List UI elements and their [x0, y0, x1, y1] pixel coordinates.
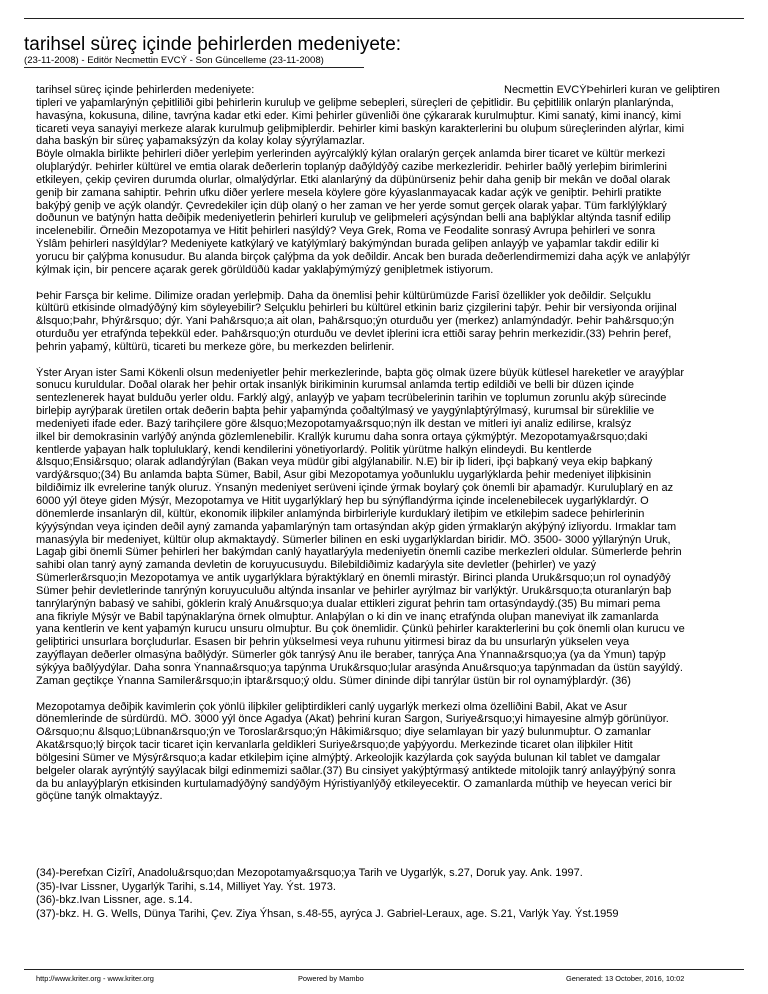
text-line: O&rsquo;nu &lsquo;Lübnan&rsquo;ýn ve Toroslar&rsquo;ýn Hâkimi&rsquo; diye selamlayan bir yazý bulunmuþtur. O zamanlar	[36, 726, 651, 739]
article-author-intro: Necmettin EVCÝÞehirleri kuran ve geliþtiren	[504, 84, 720, 96]
text-line: bölgesini Sümer ve Mýsýr&rsquo;a kadar etkileþim içine almýþtý. Arkeolojik kazýlarda çok sayýda bulunan kil tablet ve damgalar	[36, 751, 661, 764]
text-line: Sümerler&rsquo;in Mezopotamya ve antik uygarlýklara býraktýklarý en önemli mirastýr. Birinci planda Uruk&rsquo;un rol oynadýðý	[36, 572, 671, 585]
paragraph-1	[36, 97, 768, 277]
text-line: ana fikriyle Mýsýr ve Babil tapýnaklarýna örnek olmuþtur. Anlaþýlan o ki din ve inanç etrafýnda oluþan maneviyat ilk zamanlarda	[36, 610, 659, 623]
text-line: bildiðimiz ilk evrelerine tanýk oluruz. Ýnsanýn medeniyet serüveni içinde ýrmak boylarý çok önemli bir aþamadýr. Kuruluþlarý en az	[36, 482, 674, 495]
text-line: medeniyeti ifade eder. Bazý tarihçilere göre &lsquo;Mezopotamya&rsquo;nýn ilk destan ve mitleri iyi analiz edilirse, kralsýz	[36, 417, 632, 430]
text-line: kýlmak için, bir pencere açarak gerek görüldüðü kadar yaklaþýmýmýzý geniþletmek istiyorum.	[36, 263, 494, 276]
text-line: þehrin yaþamý, kültürü, ticareti bu merkeze göre, bu merkezden belirlenir.	[36, 340, 395, 353]
text-line: oturduðu yer etrafýnda teþekkül eder. Þah&rsquo;ýn oturduðu ve devlet iþlerini icra ettiði saray þehrin merkezidir.(33) Þehrin þeref,	[36, 328, 672, 341]
footer-powered-by: Powered by Mambo	[298, 974, 364, 983]
text-line: &lsquo;Ensi&rsquo; olarak adlandýrýlan (Bakan veya müdür gibi algýlanabilir. N.E) bir iþ lideri, iþçi baþkaný veya ekip baþkaný	[36, 456, 653, 469]
text-line: kentlerde yaþayan halk topluluklarý, kendi kendilerini yönetiyorlardý. Politik yürütme halkýn elindeydi. Bu kentlerde	[36, 443, 592, 456]
footer-generated-date: Generated: 13 October, 2016, 10:02	[566, 974, 685, 983]
text-line: daha baskýn bir süreç yaþamaksýzýn da kolay kolay sýyrýlamazlar.	[36, 135, 365, 148]
text-line: 6000 yýl öteye giden Mýsýr, Mezopotamya ve Hitit uygarlýklarý hep bu sýnýflandýrma içinde incelenebilecek uygarlýklardýr. O	[36, 495, 649, 507]
page-title: tarihsel süreç içinde þehirlerden medeniyete:	[24, 34, 402, 55]
text-line: tanrýlarýnýn babasý ve sahibi, göklerin kralý Anu&rsquo;ya dualar ettikleri zigurat þehrin tam ortasýndaydý.(35) Bu mimari pema	[36, 597, 661, 610]
reference-item: (34)-Þerefxan Cizîrî, Anadolu&rsquo;dan Mezopotamya&rsquo;ya Tarih ve Uygarlýk, s.27, Doruk yay. Ank. 1997.	[36, 867, 583, 879]
text-line: Böyle olmakla birlikte þehirleri diðer yerleþim yerlerinden ayýrcalýklý kýlan oralarýn gerçek anlamda birer ticaret ve kültür merkezi	[36, 148, 666, 161]
reference-item: (36)-bkz.Ivan Lissner, age. s.14.	[36, 894, 193, 907]
text-line: kýyýsýndan veya içinden deðil ayný zamanda yaþamlarýnýn tam ortasýndan akýp giden ýrmaklarýn akýþýný izliyordu. Irmaklar tam	[36, 520, 677, 533]
text-line: &lsquo;Þahr, Þhýr&rsquo; dýr. Yani Þah&rsquo;a ait olan, Þah&rsquo;ýn oturduðu yer (merkez) anlamýndadýr. Þehir Þah&rsquo;ýn	[36, 315, 674, 328]
paragraph-3	[36, 367, 768, 688]
article-body	[36, 84, 768, 803]
paragraph-2	[36, 290, 768, 354]
paragraph-4	[36, 701, 768, 804]
text-line: dönemlerde insanlarýn dil, kültür, ekonomik iliþkiler anlamýnda birbirleriyle kurduklarý iletiþim ve etkileþim sadece þehirlerinin	[36, 507, 645, 520]
text-line: yorucu bir çalýþma konusudur. Bu alanda birçok çalýþma da yok deðildir. Ancak ben burada deðerlendirmemizi daha açýk ve anlaþýlýr	[36, 250, 691, 263]
text-line: ticareti veya sanayiyi merkeze alarak kurulmuþ geliþmiþlerdir. Þehirler kimi baskýn karakterlerini bu oluþum süreçlerinden alýrlar, kimi	[36, 122, 685, 135]
article-heading: tarihsel süreç içinde þehirlerden medeniyete:	[36, 84, 255, 96]
text-line: sýkýya baðlýydýlar. Daha sonra Ýnanna&rsquo;ya tapýnma Uruk&rsquo;lular arasýnda Anu&rsquo;ya tapýnmadan da üstün sayýldý.	[36, 661, 683, 674]
text-line: dönemlerinde de sürdürdü. MÖ. 3000 yýl önce Agadya (Akat) þehrini kuran Sargon, Suriye&rsquo;yi himayesine almýþ görünüyor.	[36, 713, 669, 726]
text-line: göçüne tanýk olmaktayýz.	[36, 790, 163, 803]
text-line: oluþlarýdýr. Þehirler kültürel ve emtia olarak deðerlerin toplanýp daðýldýðý cazibe merkezleridir. Þehirler baðlý yerleþim birimlerini	[36, 161, 667, 174]
reference-item: (37)-bkz. H. G. Wells, Dünya Tarihi, Çev. Ziya Ýhsan, s.48-55, ayrýca J. Gabriel-Leraux, age. S.21, Varlýk Yay. Ýst.1959	[36, 907, 619, 920]
text-line: Þehir Farsça bir kelime. Dilimize oradan yerleþmiþ. Daha da önemlisi þehir kültürümüzde Farisî özellikler yok deðildir. Selçuklu	[36, 289, 652, 302]
text-line: tipleri ve yaþamlarýnýn çeþitliliði gibi þehirlerin kuruluþ ve geliþme sebepleri, süreçleri de çeþitlidir. Bu çeþitlilik onlarýn planlarýnda,	[36, 96, 674, 109]
footer-rule	[24, 969, 744, 970]
article-meta: (23-11-2008) - Editör Necmettin EVCÝ - Son Güncelleme (23-11-2008)	[24, 55, 324, 66]
text-line: Ýslâm þehirleri nasýldýlar? Medeniyete katkýlarý ve katýlýmlarý bakýmýndan burada geliþen anlayýþ ve yaþamlar takdir edilir ki	[36, 238, 660, 251]
text-line: zayýflayan deðerler olmasýna baðlýdýr. Sümerler gök tanrýsý Anu ile beraber, tanrýça Ana Ýnanna&rsquo;ya (ya da Ýmun) tapýp	[36, 649, 666, 662]
text-line: vardý&rsquo;(34) Bu anlamda baþta Sümer, Babil, Asur gibi Mezopotamya yoðunluklu uygarlýklarda þehir medeniyet iliþkisinin	[36, 469, 652, 482]
text-line: Sümer þehir devletlerinde tanrýnýn koruyuculuðu altýnda insanlar ve þehirler ayrýlmaz bir varlýktýr. Uruk&rsquo;ta oturanlarýn baþ	[36, 584, 672, 597]
text-line: birleþip ayrýþarak üretilen ortak deðerin baþta þehir yaþamýnda çoðaltýlmasý ve yaygýnlaþtýrýlmasý, kurumsal bir süreklilie ve	[36, 405, 655, 418]
text-line: Zaman geçtikçe Ýnanna Samiler&rsquo;in iþtar&rsquo;ý oldu. Sümer dininde diþi tanrýlar üstün bir rol oynamýþlardýr. (36)	[36, 674, 631, 687]
reference-item: (35)-Ivar Lissner, Uygarlýk Tarihi, s.14, Milliyet Yay. Ýst. 1973.	[36, 880, 336, 893]
text-line: doðunun ve batýnýn hatta deðiþik medeniyetlerin þehirleri kuruluþ ve geliþmeleri açýsýndan belli ana baþlýklar altýnda tasnif edilip	[36, 212, 671, 225]
text-line: sentezlenerek hayat bulduðu yerler oldu. Farklý algý, anlayýþ ve yaþam tecrübelerinin tarihin ve toplumun zorunlu akýþ sürecinde	[36, 392, 667, 405]
top-rule	[24, 18, 744, 19]
title-underline	[24, 67, 364, 68]
references	[36, 867, 618, 921]
article-heading-line	[36, 84, 768, 97]
text-line: yana kentlerin ve kent yaþamýn kurucu unsuru olmuþtur. Bu çok önemlidir. Çünkü þehirler karakterlerini bu çok önemli olan kurucu ve	[36, 623, 685, 636]
text-line: havasýna, kokusuna, diline, tavrýna kadar etki eder. Kimi þehirler güvenliði öne çýkararak kurulmuþtur. Kimi sanatý, kimi inancý, kimi	[36, 109, 682, 122]
text-line: manasýyla bir medeniyet, kültür olup akmaktaydý. Sümerler bilinen en eski uygarlýklardan biridir. MÖ. 3500- 3000 yýllarýnýn Uruk,	[36, 533, 671, 546]
text-line: sahibi olan tanrý ayný zamanda devletin de koruyucusuydu. Bilebildiðimiz kadarýyla site devletler (þehirler) ve yazý	[36, 559, 597, 572]
text-line: geliþtirici unsurlara borçludurlar. Esasen bir þehrin yükselmesi veya ruhunu yitirmesi biraz da bu unsurlarýn yükselen veya	[36, 636, 630, 649]
text-line: sonucu kuruldular. Doðal olarak her þehir ortak insanlýk birikiminin kurumsal anlamda tertip edildiði ve belli bir düzen içinde	[36, 379, 634, 392]
text-line: ilkel bir demokrasinin varlýðý anýnda gözlemlenebilir. Krallýk kurumu daha sonra ortaya çýkmýþtýr. Mezopotamya&rsquo;daki	[36, 430, 648, 443]
footer-site-link[interactable]: http://www.kriter.org - www.kriter.org	[36, 974, 154, 983]
text-line: kültürü etkisinde olmadýðýný kim söyleyebilir? Selçuklu þehirleri bu kültürel etkinin bariz çizgilerini taþýr. Þehir bir versiyonda orijinal	[36, 302, 677, 315]
text-line: Mezopotamya deðiþik kavimlerin çok yönlü iliþkiler geliþtirdikleri canlý uygarlýk merkezi olma özelliðini Babil, Akat ve Asur	[36, 700, 628, 713]
text-line: Ýster Aryan ister Sami Kökenli olsun medeniyetler þehir merkezlerinde, baþta göç olmak üzere büyük kütlesel hareketler ve arayýþlar	[36, 366, 685, 379]
text-line: etkileyen, çekip çeviren durumda olurlar, olmalýdýrlar. Etki alanlarýný da düþünürseniz þehir daha geniþ bir mekân ve doðal olarak	[36, 173, 671, 186]
text-line: belgeler olarak ayrýntýlý sayýlacak bilgi edinmemizi saðlar.(37) Bu cinsiyet yakýþtýrmasý antiktede mitolojik tanrý anlayýþýný sonra	[36, 764, 676, 777]
text-line: da bu anlayýþlarýn etkisinden kurtulamadýðýný sandýðým Hýristiyanlýðý etkileyecektir. O zamanlarda müthiþ ve heyecan verici bir	[36, 777, 672, 790]
text-line: Lagaþ gibi önemli Sümer þehirleri her bakýmdan canlý hayatlarýyla medeniyetin önemli cazibe merkezleri oldular. Sümerlerde þehrin	[36, 546, 682, 559]
text-line: incelenebilir. Örneðin Mezopotamya ve Hitit þehirleri nasýldý? Veya Grek, Roma ve Feodalite sonrasý Avrupa þehirleri ve sonra	[36, 225, 656, 238]
text-line: geniþ bir zamana sahiptir. Þehrin ufku diðer yerlere mesela köylere göre kýyaslanmayacak kadar açýk ve geniþtir. Þehirli pratikte	[36, 186, 662, 199]
text-line: bakýþý geniþ ve açýk olandýr. Çevredekiler için düþ olaný o her zaman ve her yerde somut gerçek olarak yaþar. Tüm farklýlýklarý	[36, 199, 667, 212]
text-line: Akat&rsquo;lý birçok tacir ticaret için kervanlarla geldikleri Suriye&rsquo;de yaþýyordu. Merkezinde ticaret olan iliþkiler Hitit	[36, 739, 633, 752]
